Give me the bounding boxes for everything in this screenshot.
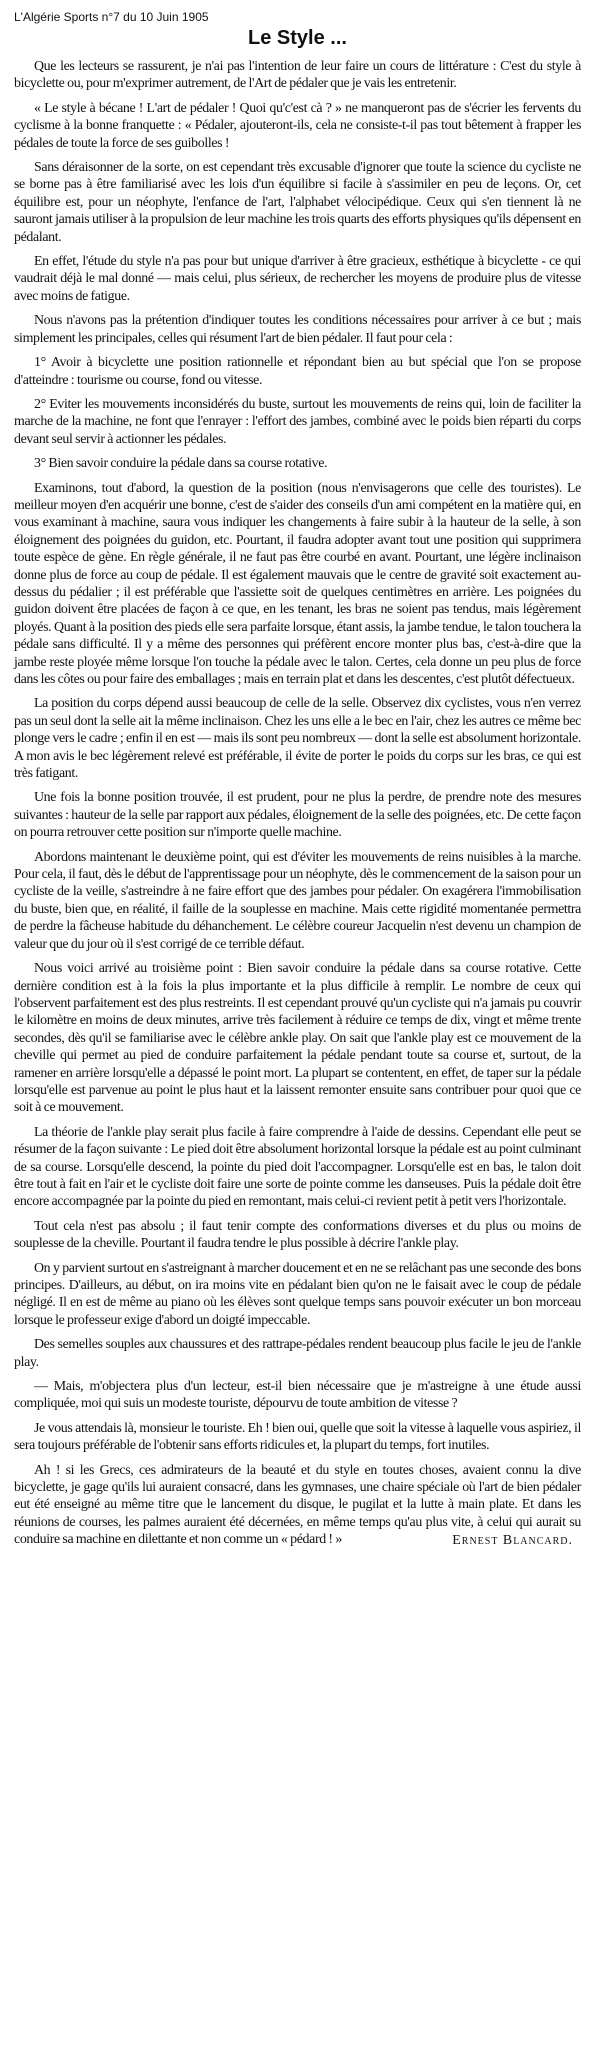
paragraph-12: Abordons maintenant le deuxième point, qui est d'éviter les mouvements de reins nuisibles à la marche. Pour cela, il faut, dès le début de l'apprentissage pour un néophyte, dès le commencement de la saison pour un cycliste de la veille, s'astreindre à ne faire effort que des jambes pour pédaler. On exagérera l'immobilisation du buste, bien que, en réalité, il faille de la souplesse en machine. Mais cette rigidité momentanée permettra de perdre la fâcheuse habitude du déhanchement. Le célèbre coureur Jacquelin n'est devenu un champion de valeur que du jour où il s'est corrigé de ce terrible défaut. <box>14 849 581 952</box>
paragraph-8: 3° Bien savoir conduire la pédale dans sa course rotative. <box>34 456 328 472</box>
paragraph-19: Je vous attendais là, monsieur le touriste. Eh ! bien oui, quelle que soit la vitesse à laquelle vous aspiriez, il sera toujours préférable de l'obtenir sans efforts ridicules et, la plupart du temps, fort inutiles. <box>14 1420 581 1454</box>
paragraph-7: 2° Eviter les mouvements inconsidérés du buste, surtout les mouvements de reins qui, loin de faciliter la marche de la machine, ne font que l'enrayer : l'effort des jambes, combiné avec le poids bien réparti du corps devant seul servir à actionner les pédales. <box>14 396 581 447</box>
paragraph-20: Ah ! si les Grecs, ces admirateurs de la beauté et du style en toutes choses, avaient connu la dive bicyclette, je gage qu'ils lui auraient consacré, dans les gymnases, une chaire spéciale où l'art de bien pédaler eut été enseigné au même titre que le lancement du disque, le pugilat et la lutte à main plate. Et dans les réunions de courses, les palmes auraient été décernées, en même temps qu'au plus vite, à celui qui aurait su conduire sa machine en dilettante et non comme un « pédard ! » <box>14 1462 581 1548</box>
paragraph-16: On y parvient surtout en s'astreignant à marcher doucement et en ne se relâchant pas une seconde des bons principes. D'ailleurs, au début, on ira moins vite en pédalant bien qu'on ne le faisait avec le coup de pédale négligé. Il en est de même au piano où les élèves sont quelque temps sans pouvoir exécuter un bon morceau lorsque le professeur exige d'abord un doigté impeccable. <box>14 1260 581 1328</box>
paragraph-15: Tout cela n'est pas absolu ; il faut tenir compte des conformations diverses et du plus ou moins de souplesse de la cheville. Pourtant il faudra tendre le plus possible à décrire l'ankle play. <box>14 1218 581 1252</box>
paragraph-13: Nous voici arrivé au troisième point : Bien savoir conduire la pédale dans sa course rotative. Cette dernière condition est à la fois la plus importante et la plus difficile à remplir. Le nombre de ceux qui l'observent parfaitement est des plus restreints. Il est cependant prouvé qu'un cycliste qui n'a jamais pu couvrir le kilomètre en moins de deux minutes, arrive très facilement à réduire ce temps de dix, vingt et même trente secondes, dès qu'il se familiarise avec le célèbre ankle play. On sait que l'ankle play est ce mouvement de la cheville qui permet au pied de conduire parfaitement la pédale pendant toute sa course et, surtout, de la ramener en arrière lorsqu'elle a dépassé le point mort. La plupart se contentent, en effet, de taper sur la pédale lorsqu'elle est parvenue au point le plus haut et la laissent remonter ensuite sans contribuer pour quoi que ce soit à ce mouvement. <box>14 961 581 1116</box>
paragraph-6: 1° Avoir à bicyclette une position rationnelle et répondant bien au but spécial que l'on se propose d'atteindre : tourisme ou course, fond ou vitesse. <box>14 355 581 388</box>
masthead: L'Algérie Sports n°7 du 10 Juin 1905 <box>14 10 209 24</box>
paragraph-10: La position du corps dépend aussi beaucoup de celle de la selle. Observez dix cyclistes, vous n'en verrez pas un seul dont la selle ait la même inclinaison. Chez les uns elle a le bec en l'air, chez les autres ce même bec plonge vers le cadre ; enfin il en est — mais ils sont peu nombreux — dont la selle est absolument horizontale. A mon avis le bec légèrement relevé est préférable, il évite de porter le poids du corps sur les bras, ce qui est très fatigant. <box>14 696 581 782</box>
paragraph-14: La théorie de l'ankle play serait plus facile à faire comprendre à l'aide de dessins. Cependant elle peut se résumer de la façon suivante : Le pied doit être absolument horizontal lorsque la pédale est au point culminant de sa course. Lorsqu'elle descend, la pointe du pied doit l'accompagner. Lorsqu'elle est en bas, le talon doit être tout à fait en l'air et le cycliste doit faire une sorte de pointe comme les danseuses. Puis la pédale doit être encore accompagnée par la pointe du pied en remontant, mais celui-ci revient petit à petit vers l'horizontale. <box>14 1124 581 1210</box>
paragraph-11: Une fois la bonne position trouvée, il est prudent, pour ne plus la perdre, de prendre note des mesures suivantes : hauteur de la selle par rapport aux pédales, éloignement de la selle des poignées, etc. De cette façon on pourra retrouver cette position sur n'importe quelle machine. <box>14 790 581 841</box>
paragraph-2: « Le style à bécane ! L'art de pédaler ! Quoi qu'c'est cà ? » ne manqueront pas de s'écrier les fervents du cyclisme à la bonne franquette : « Pédaler, ajouteront-ils, cela ne consiste-t-il pas tout bêtement à frapper les pédales de toute la force de ses guibolles ! <box>14 100 581 151</box>
article-title: Le Style ... <box>248 27 347 49</box>
paragraph-3: Sans déraisonner de la sorte, on est cependant très excusable d'ignorer que toute la science du cycliste ne se borne pas à être familiarisé avec les lois d'un équilibre si facile à s'assimiler en peu de leçons. Or, cet équilibre est, pour un néophyte, l'enfance de l'art, l'alphabet vélocipédique. Ceux qui s'en tiennent là ne sauront jamais utiliser à la propulsion de leur machine les trois quarts des efforts physiques qu'ils dépensent en pédalant. <box>14 160 581 245</box>
paragraph-9: Examinons, tout d'abord, la question de la position (nous n'envisagerons que celle des touristes). Le meilleur moyen d'en acquérir une bonne, c'est de s'aider des conseils d'un ami compétent en la matière qui, en vous examinant à machine, saura vous indiquer les changements à faire subir à la hauteur de la selle, à son éloignement des poignées du guidon, etc. Pourtant, il faudra adopter avant tout une position qui supprimera toute espèce de gène. En règle générale, il ne faut pas être courbé en avant. Pourtant, une légère inclinaison donne plus de force au coup de pédale. Il est également mauvais que le centre de gravité soit exactement au-dessus du pédalier ; il est préférable que l'assiette soit de quelques centimètres en arrière. Les poignées du guidon doivent être placées de façon à ce que, en les tenant, les bras ne soient pas tendus, mais légèrement ployés. Quant à la position des pieds elle sera parfaite lorsque, étant assis, la jambe tendue, le talon touchera la pédale sans difficulté. Il y a même des personnes qui préfèrent encore monter plus bas, c'est-à-dire que la jambe reste ployée même lorsque l'on touche la pédale avec le talon. Certes, cela donne un peu plus de force dans les côtes ou pour faire des emballages ; mais en terrain plat et dans les descentes, c'est plutôt défectueux. <box>14 480 581 687</box>
article-body <box>14 58 581 1549</box>
author-signature: Ernest Blancard. <box>452 1532 573 1548</box>
paragraph-1: Que les lecteurs se rassurent, je n'ai pas l'intention de leur faire un cours de littérature : C'est du style à bicyclette ou, pour m'exprimer autrement, de l'Art de pédaler que je vais les entretenir. <box>14 59 581 92</box>
paragraph-4: En effet, l'étude du style n'a pas pour but unique d'arriver à être gracieux, esthétique à bicyclette - ce qui vaudrait déjà le mal donné — mais celui, plus sérieux, de rechercher les moyens de produire plus de vitesse avec moins de fatigue. <box>14 254 581 304</box>
paragraph-17: Des semelles souples aux chaussures et des rattrape-pédales rendent beaucoup plus facile le jeu de l'ankle play. <box>14 1337 581 1370</box>
paragraph-5: Nous n'avons pas la prétention d'indiquer toutes les conditions nécessaires pour arriver à ce but ; mais simplement les principales, celles qui résument l'art de bien pédaler. Il faut pour cela : <box>14 313 581 346</box>
paragraph-18: — Mais, m'objectera plus d'un lecteur, est-il bien nécessaire que je m'astreigne à une étude aussi compliquée, moi qui suis un modeste touriste, dépourvu de toute ambition de vitesse ? <box>14 1379 581 1412</box>
